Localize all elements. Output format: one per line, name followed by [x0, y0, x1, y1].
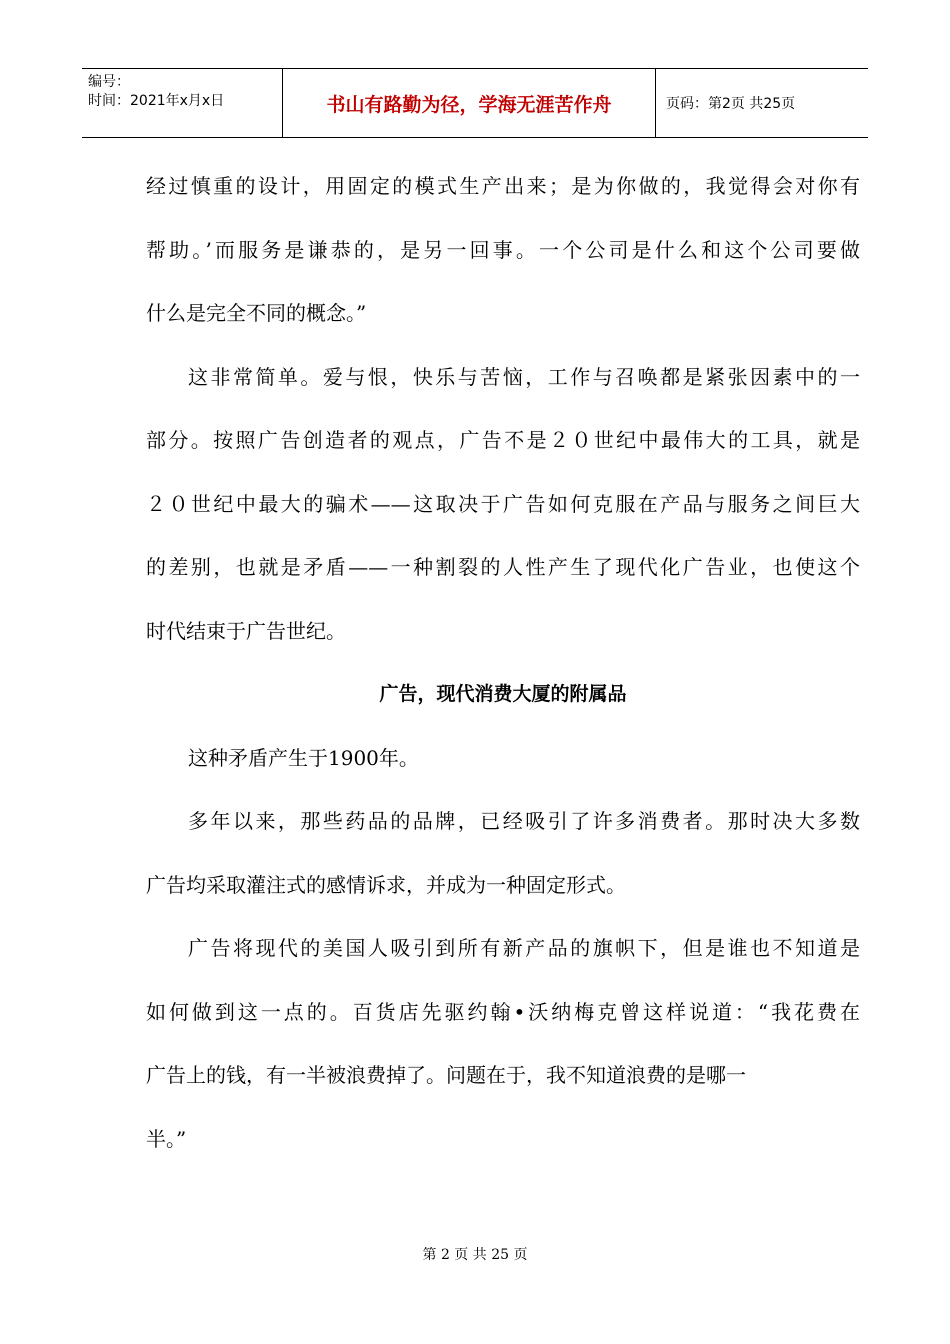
body-line: 这非常简单。爱与恨，快乐与苦恼，工作与召唤都是紧张因素中的一 [188, 364, 860, 389]
document-number-label: 编号： [88, 74, 130, 90]
body-line: 多年以来，那些药品的品牌，已经吸引了许多消费者。那时决大多数 [188, 809, 860, 833]
document-body [146, 158, 860, 1174]
header-meta [82, 69, 282, 137]
body-line: 广告将现代的美国人吸引到所有新产品的旗帜下，但是谁也不知道是 [188, 936, 860, 960]
header-page-info: 页码：第2页 共25页 [666, 96, 796, 112]
document-date: 时间：2021年x月x日 [88, 93, 225, 109]
body-line: 部分。按照广告创造者的观点，广告不是２０世纪中最伟大的工具，就是 [146, 428, 860, 452]
body-line: 时代结束于广告世纪。 [146, 618, 346, 643]
body-line: 广告上的钱，有一半被浪费掉了。问题在于，我不知道浪费的是哪一 [146, 1063, 746, 1087]
body-line: 什么是完全不同的概念。” [146, 301, 367, 325]
page-header [82, 68, 868, 138]
body-line: 经过慎重的设计，用固定的模式生产出来；是为你做的，我觉得会对你有 [146, 174, 860, 198]
body-line: 半。” [146, 1126, 187, 1151]
body-line: 广告均采取灌注式的感情诉求，并成为一种固定形式。 [146, 872, 626, 897]
header-motto: 书山有路勤为径，学海无涯苦作舟 [282, 69, 656, 137]
body-line: ２０世纪中最大的骗术——这取决于广告如何克服在产品与服务之间巨大 [146, 491, 860, 516]
page-footer: 第 2 页 共 25 页 [422, 1247, 528, 1263]
body-line: 这种矛盾产生于1900年。 [188, 745, 419, 770]
body-line: 如何做到这一点的。百货店先驱约翰•沃纳梅克曾这样说道：“我花费在 [146, 999, 860, 1024]
body-line: 帮助。’而服务是谦恭的，是另一回事。一个公司是什么和这个公司要做 [146, 237, 860, 262]
body-line: 的差别，也就是矛盾——一种割裂的人性产生了现代化广告业，也使这个 [146, 555, 860, 579]
section-heading: 广告，现代消费大厦的附属品 [379, 683, 627, 705]
